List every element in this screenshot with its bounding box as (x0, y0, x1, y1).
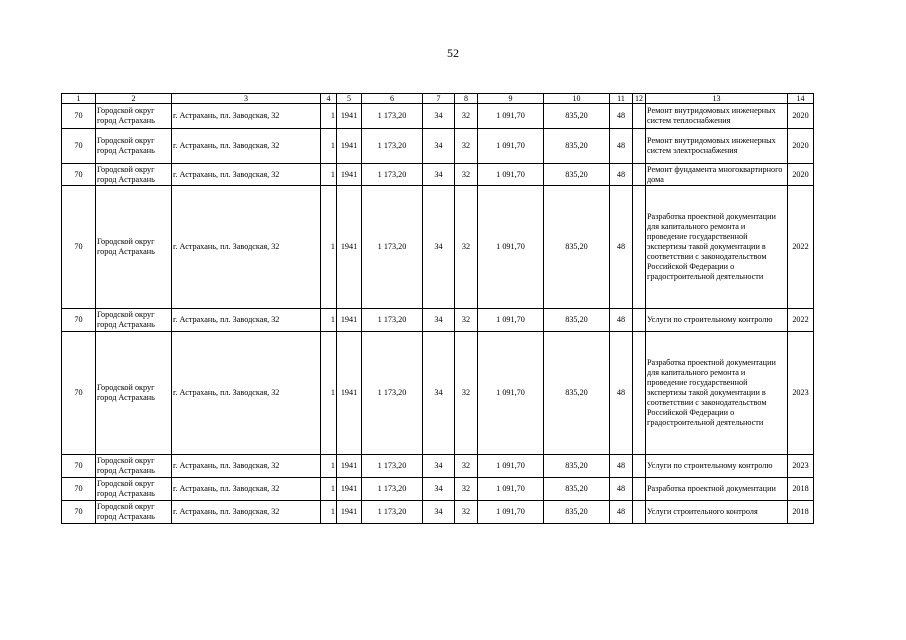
cell-plan-year: 2020 (788, 129, 814, 164)
cell-number: 70 (62, 164, 96, 186)
cell-address: г. Астрахань, пл. Заводская, 32 (172, 455, 321, 478)
cell-number: 70 (62, 455, 96, 478)
cell-number: 70 (62, 501, 96, 524)
cell-plan-year: 2023 (788, 332, 814, 455)
cell-address: г. Астрахань, пл. Заводская, 32 (172, 332, 321, 455)
cell-district: Городской округ город Астрахань (96, 455, 172, 478)
cell-col12 (633, 309, 646, 332)
cell-col7: 34 (423, 478, 455, 501)
cell-area-col10: 835,20 (544, 501, 610, 524)
cell-col7: 34 (423, 455, 455, 478)
cell-col11: 48 (610, 455, 633, 478)
cell-col12 (633, 501, 646, 524)
cell-col11: 48 (610, 104, 633, 129)
cell-col4: 1 (321, 129, 337, 164)
column-header: 4 (321, 94, 337, 104)
cell-col4: 1 (321, 309, 337, 332)
cell-area-living: 1 091,70 (478, 104, 544, 129)
cell-year: 1941 (337, 104, 362, 129)
cell-col11: 48 (610, 186, 633, 309)
cell-col8: 32 (455, 309, 478, 332)
cell-col8: 32 (455, 478, 478, 501)
column-header: 14 (788, 94, 814, 104)
capital-repair-table (61, 93, 814, 524)
cell-district: Городской округ город Астрахань (96, 501, 172, 524)
column-header: 6 (362, 94, 423, 104)
cell-col11: 48 (610, 501, 633, 524)
cell-col12 (633, 455, 646, 478)
cell-work-type: Разработка проектной документации для капитального ремонта и проведение государственной экспертизы такой документации в соответствии с законодательством Российской Федерации о градостроительной деятельности (646, 186, 788, 309)
cell-address: г. Астрахань, пл. Заводская, 32 (172, 186, 321, 309)
column-header: 5 (337, 94, 362, 104)
cell-col12 (633, 186, 646, 309)
column-header: 13 (646, 94, 788, 104)
table-row (62, 455, 814, 478)
cell-plan-year: 2020 (788, 104, 814, 129)
cell-address: г. Астрахань, пл. Заводская, 32 (172, 104, 321, 129)
cell-district: Городской округ город Астрахань (96, 104, 172, 129)
cell-col11: 48 (610, 129, 633, 164)
cell-area-total: 1 173,20 (362, 478, 423, 501)
cell-col12 (633, 129, 646, 164)
column-header: 9 (478, 94, 544, 104)
cell-plan-year: 2018 (788, 478, 814, 501)
cell-number: 70 (62, 104, 96, 129)
cell-area-col10: 835,20 (544, 129, 610, 164)
cell-area-living: 1 091,70 (478, 455, 544, 478)
table-row (62, 478, 814, 501)
cell-col8: 32 (455, 186, 478, 309)
cell-area-col10: 835,20 (544, 104, 610, 129)
column-header: 11 (610, 94, 633, 104)
cell-number: 70 (62, 478, 96, 501)
cell-col12 (633, 478, 646, 501)
table-row (62, 332, 814, 455)
cell-col7: 34 (423, 186, 455, 309)
cell-work-type: Услуги по строительному контролю (646, 455, 788, 478)
cell-col8: 32 (455, 129, 478, 164)
cell-area-total: 1 173,20 (362, 164, 423, 186)
cell-area-col10: 835,20 (544, 186, 610, 309)
cell-year: 1941 (337, 332, 362, 455)
cell-col4: 1 (321, 104, 337, 129)
cell-col7: 34 (423, 104, 455, 129)
cell-area-living: 1 091,70 (478, 309, 544, 332)
cell-work-type: Услуги по строительному контролю (646, 309, 788, 332)
cell-col12 (633, 164, 646, 186)
cell-plan-year: 2023 (788, 455, 814, 478)
column-header: 8 (455, 94, 478, 104)
cell-col8: 32 (455, 501, 478, 524)
cell-year: 1941 (337, 478, 362, 501)
cell-work-type: Ремонт фундамента многоквартирного дома (646, 164, 788, 186)
cell-work-type: Разработка проектной документации для капитального ремонта и проведение государственной экспертизы такой документации в соответствии с законодательством Российской Федерации о градостроительной деятельности (646, 332, 788, 455)
cell-work-type: Разработка проектной документации (646, 478, 788, 501)
table-row (62, 129, 814, 164)
cell-address: г. Астрахань, пл. Заводская, 32 (172, 478, 321, 501)
cell-number: 70 (62, 129, 96, 164)
cell-year: 1941 (337, 164, 362, 186)
cell-district: Городской округ город Астрахань (96, 332, 172, 455)
cell-col7: 34 (423, 332, 455, 455)
cell-area-living: 1 091,70 (478, 186, 544, 309)
page-number: 52 (447, 46, 459, 60)
cell-year: 1941 (337, 309, 362, 332)
column-header: 12 (633, 94, 646, 104)
cell-area-total: 1 173,20 (362, 186, 423, 309)
cell-area-total: 1 173,20 (362, 309, 423, 332)
cell-area-total: 1 173,20 (362, 501, 423, 524)
cell-col8: 32 (455, 164, 478, 186)
column-header: 2 (96, 94, 172, 104)
cell-area-col10: 835,20 (544, 164, 610, 186)
cell-col12 (633, 332, 646, 455)
cell-area-living: 1 091,70 (478, 129, 544, 164)
cell-area-col10: 835,20 (544, 455, 610, 478)
cell-plan-year: 2022 (788, 309, 814, 332)
cell-number: 70 (62, 309, 96, 332)
cell-number: 70 (62, 332, 96, 455)
cell-col4: 1 (321, 332, 337, 455)
cell-col8: 32 (455, 332, 478, 455)
cell-col4: 1 (321, 501, 337, 524)
cell-col4: 1 (321, 164, 337, 186)
cell-col7: 34 (423, 501, 455, 524)
cell-area-total: 1 173,20 (362, 104, 423, 129)
cell-plan-year: 2022 (788, 186, 814, 309)
table-row (62, 104, 814, 129)
cell-col11: 48 (610, 478, 633, 501)
cell-year: 1941 (337, 129, 362, 164)
cell-area-living: 1 091,70 (478, 332, 544, 455)
cell-col7: 34 (423, 164, 455, 186)
cell-address: г. Астрахань, пл. Заводская, 32 (172, 164, 321, 186)
column-header: 1 (62, 94, 96, 104)
cell-col8: 32 (455, 455, 478, 478)
cell-district: Городской округ город Астрахань (96, 478, 172, 501)
cell-address: г. Астрахань, пл. Заводская, 32 (172, 501, 321, 524)
column-header: 10 (544, 94, 610, 104)
cell-address: г. Астрахань, пл. Заводская, 32 (172, 309, 321, 332)
cell-col4: 1 (321, 478, 337, 501)
cell-col11: 48 (610, 332, 633, 455)
table-row (62, 309, 814, 332)
cell-area-total: 1 173,20 (362, 455, 423, 478)
column-header: 3 (172, 94, 321, 104)
cell-col8: 32 (455, 104, 478, 129)
cell-district: Городской округ город Астрахань (96, 186, 172, 309)
cell-area-living: 1 091,70 (478, 164, 544, 186)
cell-district: Городской округ город Астрахань (96, 164, 172, 186)
cell-plan-year: 2020 (788, 164, 814, 186)
table-row (62, 164, 814, 186)
column-number-row (62, 94, 814, 104)
cell-area-living: 1 091,70 (478, 501, 544, 524)
table-row (62, 186, 814, 309)
cell-area-living: 1 091,70 (478, 478, 544, 501)
cell-year: 1941 (337, 186, 362, 309)
cell-work-type: Услуги строительного контроля (646, 501, 788, 524)
cell-work-type: Ремонт внутридомовых инженерных систем теплоснабжения (646, 104, 788, 129)
cell-year: 1941 (337, 455, 362, 478)
cell-area-total: 1 173,20 (362, 129, 423, 164)
cell-area-col10: 835,20 (544, 478, 610, 501)
cell-number: 70 (62, 186, 96, 309)
cell-year: 1941 (337, 501, 362, 524)
cell-col7: 34 (423, 129, 455, 164)
cell-work-type: Ремонт внутридомовых инженерных систем электроснабжения (646, 129, 788, 164)
cell-col11: 48 (610, 164, 633, 186)
cell-col4: 1 (321, 186, 337, 309)
table-row (62, 501, 814, 524)
cell-district: Городской округ город Астрахань (96, 309, 172, 332)
cell-col7: 34 (423, 309, 455, 332)
cell-area-total: 1 173,20 (362, 332, 423, 455)
cell-area-col10: 835,20 (544, 332, 610, 455)
cell-col11: 48 (610, 309, 633, 332)
cell-area-col10: 835,20 (544, 309, 610, 332)
cell-plan-year: 2018 (788, 501, 814, 524)
cell-district: Городской округ город Астрахань (96, 129, 172, 164)
cell-col12 (633, 104, 646, 129)
cell-col4: 1 (321, 455, 337, 478)
column-header: 7 (423, 94, 455, 104)
cell-address: г. Астрахань, пл. Заводская, 32 (172, 129, 321, 164)
